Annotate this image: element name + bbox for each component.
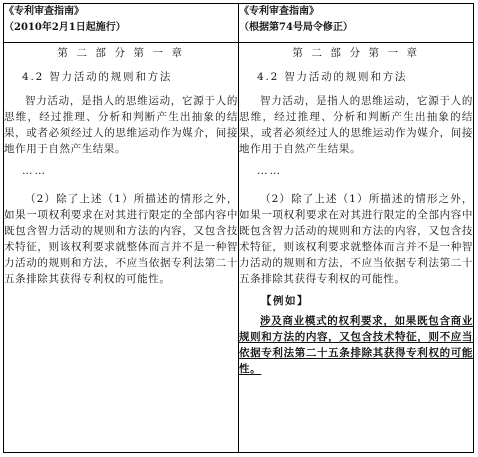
right-subsection-heading: 4.2 智力活动的规则和方法 xyxy=(257,71,408,83)
right-paragraph-2: （2）除了上述（1）所描述的情形之外，如果一项权利要求在对其进行限定的全部内容中既包含智力活动的规则和方法的内容，又包含技术特征，则该权利要求就整体而言并不是一种智力活动的规则和方法，不应当依据专利法第二十五条排除其获得专利权的可能性。 xyxy=(239,193,473,285)
right-ellipsis: …… xyxy=(257,165,282,177)
left-header-title: 《专利审查指南》 xyxy=(4,6,84,17)
right-header-title: 《专利审查指南》 xyxy=(239,6,319,17)
right-paragraph-1: 智力活动，是指人的思维运动，它源于人的思维，经过推理、分析和判断产生出抽象的结果，或者必须经过人的思维运动作为媒介，间接地作用于自然产生结果。 xyxy=(239,95,473,155)
left-paragraph-2: （2）除了上述（1）所描述的情形之外，如果一项权利要求在对其进行限定的全部内容中既包含智力活动的规则和方法的内容，又包含技术特征，则该权利要求就整体而言并不是一种智力活动的规则和方法，不应当依据专利法第二十五条排除其获得专利权的可能性。 xyxy=(4,193,238,285)
right-section-heading: 第 二 部 分 第 一 章 xyxy=(292,47,420,59)
left-subsection-heading: 4.2 智力活动的规则和方法 xyxy=(22,71,173,83)
left-column-header xyxy=(4,4,239,43)
left-header-subtitle: （2010年2月1日起施行） xyxy=(4,22,126,33)
comparison-table xyxy=(3,3,474,453)
left-column xyxy=(4,43,239,453)
right-header-subtitle: （根据第74号局令修正） xyxy=(239,22,353,33)
left-section-heading: 第 二 部 分 第 一 章 xyxy=(57,47,185,59)
right-example-text: 涉及商业模式的权利要求，如果既包含商业规则和方法的内容，又包含技术特征，则不应当依据专利法第二十五条排除其获得专利权的可能性。 xyxy=(239,315,473,375)
right-column-header xyxy=(239,4,474,43)
right-example-label: 【例如】 xyxy=(261,295,309,307)
left-ellipsis: …… xyxy=(22,165,47,177)
right-column xyxy=(239,43,474,453)
content-row xyxy=(4,43,474,453)
header-row xyxy=(4,4,474,43)
left-paragraph-1: 智力活动，是指人的思维运动，它源于人的思维，经过推理、分析和判断产生出抽象的结果，或者必须经过人的思维运动作为媒介，间接地作用于自然产生结果。 xyxy=(4,95,238,155)
